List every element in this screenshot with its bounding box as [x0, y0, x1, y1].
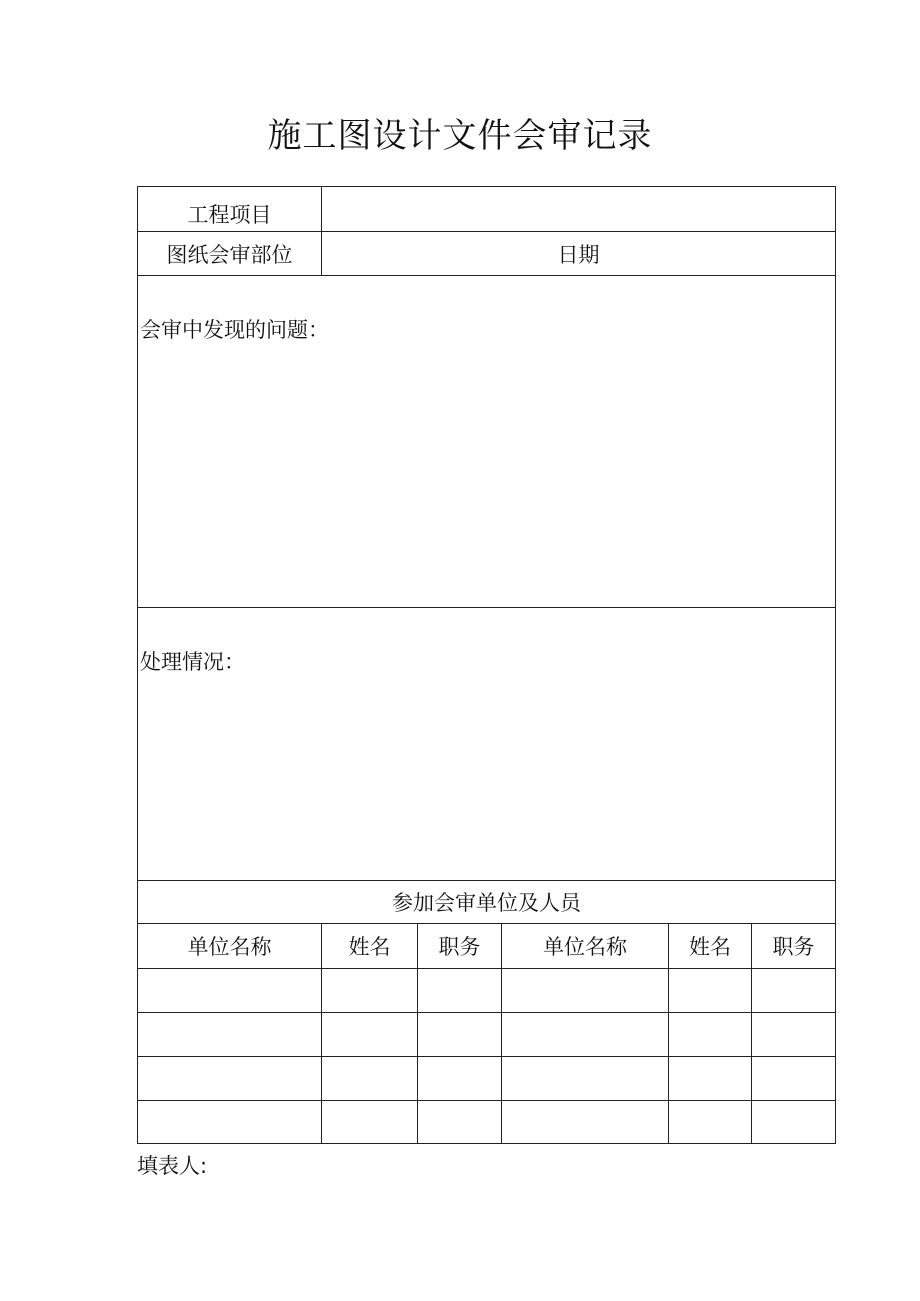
- col-position-1: 职务: [417, 924, 501, 968]
- col-unit-name-2: 单位名称: [501, 924, 668, 968]
- unit-name-cell[interactable]: [138, 1057, 321, 1100]
- position-cell[interactable]: [417, 1101, 501, 1143]
- issues-section[interactable]: [138, 276, 835, 608]
- unit-name-cell[interactable]: [138, 1101, 321, 1143]
- participants-heading: 参加会审单位及人员: [392, 891, 581, 915]
- issues-label: 会审中发现的问题：: [140, 318, 329, 342]
- position-cell[interactable]: [417, 1057, 501, 1100]
- name-cell[interactable]: [668, 1101, 751, 1143]
- position-cell[interactable]: [417, 969, 501, 1012]
- position-cell[interactable]: [751, 1013, 835, 1056]
- name-cell[interactable]: [668, 969, 751, 1012]
- table-row: [138, 969, 835, 1013]
- project-value-field[interactable]: [321, 187, 835, 231]
- form-filler-label: 填表人:: [137, 1154, 208, 1178]
- name-cell[interactable]: [668, 1057, 751, 1100]
- unit-name-cell[interactable]: [138, 1013, 321, 1056]
- table-row: [138, 1057, 835, 1101]
- unit-name-cell[interactable]: [501, 1057, 668, 1100]
- handling-section[interactable]: [138, 608, 835, 881]
- page-title: 施工图设计文件会审记录: [267, 116, 653, 156]
- unit-name-cell[interactable]: [501, 1013, 668, 1056]
- participants-heading-row: [138, 881, 835, 924]
- table-row: [138, 1101, 835, 1143]
- position-cell[interactable]: [417, 1013, 501, 1056]
- position-cell[interactable]: [751, 969, 835, 1012]
- project-row: [138, 187, 835, 232]
- project-label: 工程项目: [187, 203, 272, 227]
- participants-header-row: [138, 924, 835, 969]
- name-cell[interactable]: [668, 1013, 751, 1056]
- review-record-form: [137, 186, 836, 1144]
- name-cell[interactable]: [321, 969, 417, 1012]
- position-cell[interactable]: [751, 1057, 835, 1100]
- handling-label: 处理情况：: [140, 650, 245, 674]
- name-cell[interactable]: [321, 1101, 417, 1143]
- table-row: [138, 1013, 835, 1057]
- name-cell[interactable]: [321, 1013, 417, 1056]
- date-cell[interactable]: [321, 232, 835, 275]
- name-cell[interactable]: [321, 1057, 417, 1100]
- unit-name-cell[interactable]: [501, 1101, 668, 1143]
- col-unit-name-1: 单位名称: [187, 935, 272, 959]
- col-name-2: 姓名: [668, 924, 751, 968]
- date-label: 日期: [557, 242, 600, 267]
- col-position-2: 职务: [751, 924, 835, 968]
- drawing-part-row: [138, 232, 835, 276]
- col-name-1: 姓名: [321, 924, 417, 968]
- unit-name-cell[interactable]: [138, 969, 321, 1012]
- position-cell[interactable]: [751, 1101, 835, 1143]
- unit-name-cell[interactable]: [501, 969, 668, 1012]
- drawing-part-label: 图纸会审部位: [166, 242, 293, 267]
